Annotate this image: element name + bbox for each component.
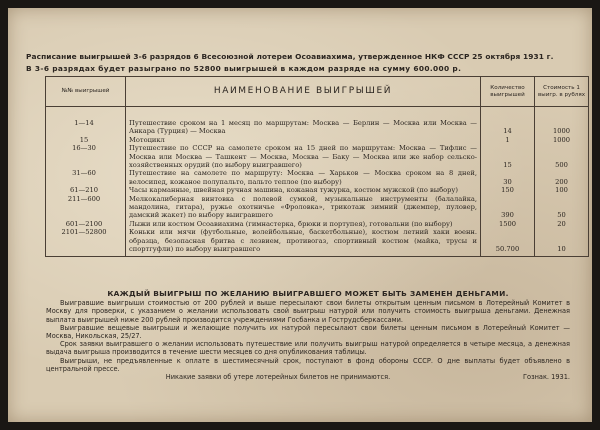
- col-header-number: №№ выигрышей: [46, 77, 126, 107]
- schedule-subtitle: В 3-6 разрядах будет разыграно по 52800 выигрышей в каждом разряде на сумму 600.000 р.: [26, 64, 462, 73]
- row-value: 1000: [535, 107, 589, 136]
- notes-headline: КАЖДЫЙ ВЫИГРЫШ ПО ЖЕЛАНИЮ ВЫИГРАВШЕГО МОЖЕТ БЫТЬ ЗАМЕНЕН ДЕНЬГАМИ.: [107, 289, 509, 298]
- row-value: 10: [535, 228, 589, 256]
- row-quantity: 30: [481, 169, 535, 186]
- row-prize-name: Мотоцикл: [126, 136, 481, 144]
- table-row: [46, 220, 589, 228]
- prize-table: [45, 76, 589, 257]
- row-quantity: 1: [481, 136, 535, 144]
- row-number: 16—30: [46, 144, 126, 169]
- row-value: 200: [535, 169, 589, 186]
- notes-paragraph-5: Никакие заявки об утере лотерейных билетов не принимаются.: [165, 373, 391, 382]
- table-row: [46, 107, 589, 136]
- lottery-ticket-back: [8, 8, 592, 422]
- row-value: 100: [535, 186, 589, 194]
- printer-mark: Гознак. 1931.: [523, 373, 570, 382]
- row-value: 500: [535, 144, 589, 169]
- row-number: 601—2100: [46, 220, 126, 228]
- notes-paragraph-4: Выигрыши, не предъявленные к оплате в шестимесячный срок, поступают в фонд обороны СССР. О дне выплаты будет объявлено в центральной прессе.: [46, 356, 570, 373]
- schedule-title: Расписание выигрышей 3-6 разрядов 6 Всесоюзной лотереи Осоавиахима, утвержденное НКФ СССР 25 октября 1931 г.: [26, 52, 554, 61]
- col-header-quantity: Количество выигрышей: [481, 77, 535, 107]
- col-header-value: Стоимость 1 выигр. в рублях: [535, 77, 589, 107]
- row-prize-name: Коньки или мячи (футбольные, волейбольные, баскетбольные), костюм летний хаки военн. образца, безопасная бритва с лезвием, противогаз, спортивный костюм (майка, трусы и спортгуфли) по выбору выигравшего: [126, 228, 481, 256]
- row-number: 1—14: [46, 107, 126, 136]
- col-header-name: НАИМЕНОВАНИЕ ВЫИГРЫШЕЙ: [126, 77, 481, 107]
- row-quantity: 15: [481, 144, 535, 169]
- row-prize-name: Путешествие сроком на 1 месяц по маршрутам: Москва — Берлин — Москва или Москва — Анкара (Турция) — Москва: [126, 107, 481, 136]
- notes-block: [46, 290, 570, 382]
- table-row: [46, 136, 589, 144]
- row-value: 20: [535, 220, 589, 228]
- row-number: 211—600: [46, 195, 126, 220]
- notes-paragraph-3: Срок заявки выигравшего о желании использовать путешествие или получить выигрыш натурой определяется в четыре месяца, а денежная выдача выигрыша производится в течение шести месяцев со дня опубликования таблицы.: [46, 340, 570, 357]
- table-row: [46, 195, 589, 220]
- row-number: 15: [46, 136, 126, 144]
- row-prize-name: Мелкокалиберная винтовка с полевой сумкой, музыкальные инструменты (балалайка, мандолина, гитара), ружье охотничье «Фроловка», трикотаж зимний (джемпер, пуловер, дамский жакет) по выбору выигравшего: [126, 195, 481, 220]
- row-prize-name: Часы карманные, швейная ручная машина, кожаная тужурка, костюм мужской (по выбору): [126, 186, 481, 194]
- table-row: [46, 228, 589, 256]
- table-row: [46, 144, 589, 169]
- row-quantity: 50.700: [481, 228, 535, 256]
- table-row: [46, 186, 589, 194]
- notes-paragraph-2: Выигравшие вещевые выигрыши и желающие получить их натурой пересылают свои билеты ценным письмом в Лотерейный Комитет — Москва, Никольская, 25/27.: [46, 323, 570, 341]
- row-number: 61—210: [46, 186, 126, 194]
- row-quantity: 14: [481, 107, 535, 136]
- row-number: 31—60: [46, 169, 126, 186]
- table-row: [46, 169, 589, 186]
- row-prize-name: Путешествие по СССР на самолете сроком на 15 дней по маршрутам: Москва — Тифлис — Москва или Москва — Ташкент — Москва, Москва — Баку — Москва или же набор сельско-хозяйственных орудий (по выбору выигравшего): [126, 144, 481, 169]
- row-prize-name: Путешествие на самолете по маршруту: Москва — Харьков — Москва сроком на 8 дней, велосипед, кожаное полупальто, пальто теплое (по выбору): [126, 169, 481, 186]
- row-quantity: 150: [481, 186, 535, 194]
- row-number: 2101—52800: [46, 228, 126, 256]
- notes-paragraph-1: Выигравшие выигрыши стоимостью от 200 рублей и выше пересылают свои билеты открытым ценным письмом в Лотерейный Комитет в Москву для проверки, с указанием о желании использовать свой выигрыш натурой или получить стоимость выигрыша деньгами. Денежная выплата выигрышей ниже 200 рублей производится учреждениями Госбанка и Гострудсберкассами.: [46, 299, 570, 324]
- row-quantity: 1500: [481, 220, 535, 228]
- row-prize-name: Лыжи или костюм Осоавиахима (гимнастерка, брюки и портупея), готовальни (по выбору): [126, 220, 481, 228]
- row-value: 50: [535, 195, 589, 220]
- row-quantity: 390: [481, 195, 535, 220]
- row-value: 1000: [535, 136, 589, 144]
